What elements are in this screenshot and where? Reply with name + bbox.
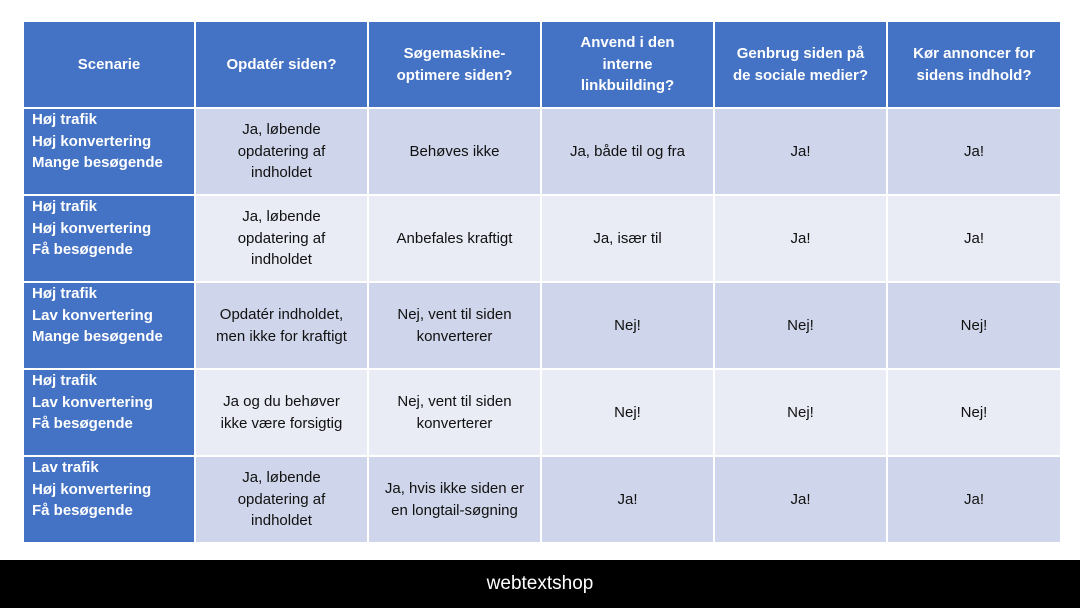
header-row: [23, 21, 1061, 108]
text-line: Lav trafik: [32, 459, 99, 476]
footer-bar: [0, 560, 1080, 608]
text-line: konverterer: [416, 414, 493, 432]
table-cell: [541, 108, 714, 195]
table-cell: [714, 282, 887, 369]
text-line: Ja, både til og fra: [569, 142, 686, 160]
text-line: Ja!: [963, 229, 984, 247]
table-row: [23, 108, 1061, 195]
text-line: Ja!: [790, 490, 811, 508]
table-cell: [195, 369, 368, 456]
text-line: Ja!: [617, 490, 638, 508]
text-line: Lav konvertering: [32, 306, 153, 324]
text-line: Anvend i den: [580, 34, 675, 52]
text-line: Lav konvertering: [32, 393, 153, 411]
text-line: Høj konvertering: [32, 219, 152, 237]
table-cell: [714, 456, 887, 543]
text-line: Ja!: [790, 229, 811, 247]
table-row: [23, 369, 1061, 456]
column-header: [368, 21, 541, 108]
text-line: Ja og du behøver: [223, 393, 340, 410]
text-line: Få besøgende: [32, 241, 133, 258]
text-line: sidens indhold?: [916, 66, 1032, 84]
text-line: indholdet: [251, 512, 312, 530]
text-line: Nej!: [960, 316, 988, 334]
scenario-cell: [23, 369, 195, 456]
text-line: optimere siden?: [396, 66, 513, 84]
scenario-cell: [23, 195, 195, 282]
text-line: Scenarie: [77, 55, 141, 73]
text-line: Høj trafik: [32, 111, 98, 128]
text-line: de sociale medier?: [732, 66, 869, 84]
text-line: Anbefales kraftigt: [396, 229, 513, 247]
text-line: en longtail-søgning: [391, 501, 518, 519]
text-line: Ja!: [963, 142, 984, 160]
table-cell: [195, 456, 368, 543]
text-line: interne: [602, 55, 653, 73]
text-line: Nej!: [787, 403, 814, 421]
text-line: indholdet: [251, 164, 312, 182]
text-line: Søgemaskine-: [403, 45, 506, 62]
text-line: ikke være forsigtig: [220, 414, 343, 432]
text-line: Høj trafik: [32, 198, 98, 215]
table-cell: [195, 108, 368, 195]
text-line: indholdet: [251, 251, 312, 269]
table-cell: [368, 195, 541, 282]
table-cell: [368, 369, 541, 456]
text-line: Ja!: [790, 142, 811, 160]
text-line: Nej!: [614, 403, 641, 421]
scenario-cell: [23, 456, 195, 543]
text-line: men ikke for kraftigt: [216, 327, 347, 345]
text-line: Nej!: [787, 316, 814, 334]
table-cell: [714, 108, 887, 195]
table-row: [23, 195, 1061, 282]
table-cell: [887, 282, 1061, 369]
table-cell: [887, 369, 1061, 456]
column-header: [195, 21, 368, 108]
text-line: Høj trafik: [32, 372, 98, 389]
table-row: [23, 456, 1061, 543]
text-line: Høj konvertering: [32, 480, 152, 498]
table-row: [23, 282, 1061, 369]
footer-brand: webtextshop: [486, 573, 594, 594]
text-line: Ja, løbende: [242, 469, 321, 487]
column-header: [714, 21, 887, 108]
text-line: Kør annoncer for: [913, 45, 1035, 62]
text-line: Nej, vent til siden: [397, 306, 512, 323]
text-line: Opdatér indholdet,: [219, 306, 344, 323]
scenario-cell: [23, 282, 195, 369]
text-line: linkbuilding?: [580, 77, 675, 95]
table-cell: [368, 456, 541, 543]
scenario-matrix-table: [22, 20, 1062, 544]
table-cell: [195, 282, 368, 369]
table-cell: [368, 282, 541, 369]
text-line: Ja, især til: [593, 229, 662, 247]
text-line: Høj trafik: [32, 285, 98, 302]
column-header: [887, 21, 1061, 108]
text-line: Ja!: [963, 490, 984, 508]
table-cell: [887, 456, 1061, 543]
text-line: Ja, løbende: [242, 121, 321, 139]
text-line: Opdatér siden?: [226, 55, 337, 73]
text-line: Genbrug siden på: [736, 45, 865, 62]
text-line: Høj konvertering: [32, 132, 152, 150]
scenario-cell: [23, 108, 195, 195]
text-line: Ja, hvis ikke siden er: [384, 480, 525, 497]
text-line: Mange besøgende: [32, 154, 163, 171]
text-line: Få besøgende: [32, 502, 133, 519]
table-cell: [541, 282, 714, 369]
table-cell: [887, 108, 1061, 195]
table-cell: [714, 195, 887, 282]
text-line: Nej!: [614, 316, 641, 334]
text-line: konverterer: [416, 327, 493, 345]
table-cell: [368, 108, 541, 195]
text-line: opdatering af: [237, 142, 326, 160]
table-cell: [714, 369, 887, 456]
text-line: Nej, vent til siden: [397, 393, 512, 410]
text-line: Behøves ikke: [409, 142, 500, 160]
text-line: Nej!: [960, 403, 988, 421]
table-cell: [887, 195, 1061, 282]
table-cell: [541, 195, 714, 282]
text-line: opdatering af: [237, 490, 326, 508]
column-header: [23, 21, 195, 108]
text-line: Mange besøgende: [32, 328, 163, 345]
table-cell: [541, 369, 714, 456]
column-header: [541, 21, 714, 108]
text-line: Få besøgende: [32, 415, 133, 432]
table-cell: [195, 195, 368, 282]
text-line: Ja, løbende: [242, 208, 321, 226]
table-cell: [541, 456, 714, 543]
text-line: opdatering af: [237, 229, 326, 247]
